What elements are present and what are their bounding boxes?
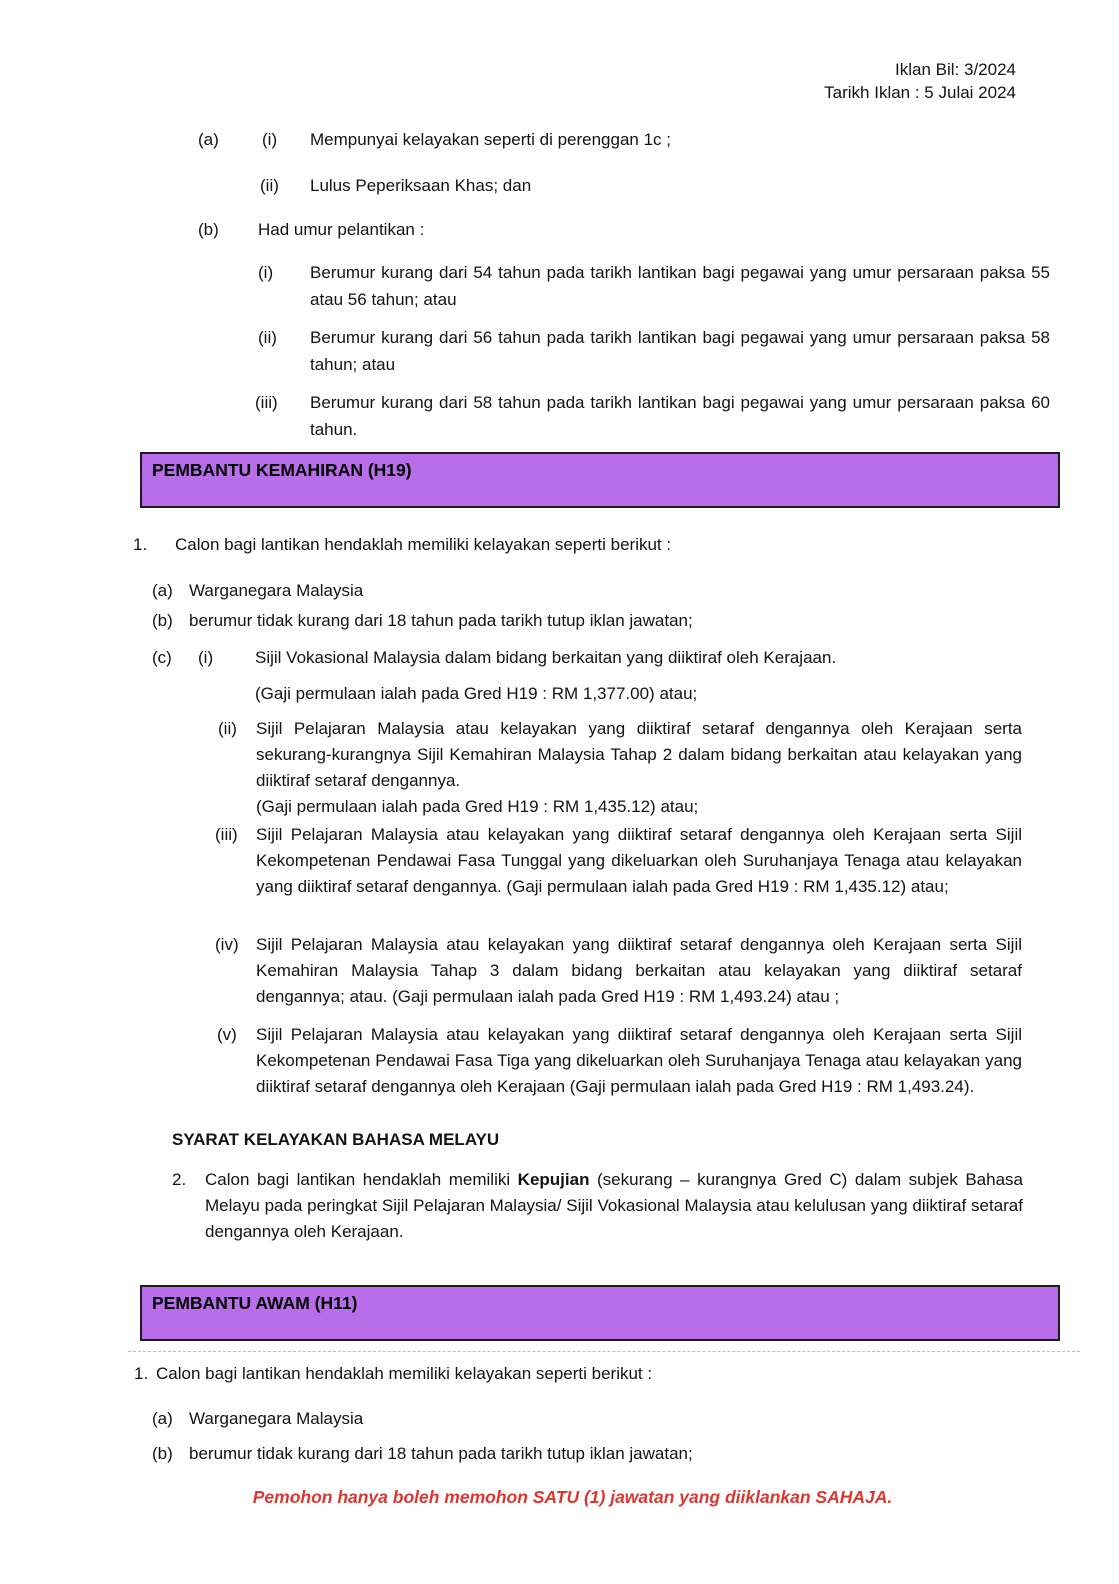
qualification-text: Sijil Pelajaran Malaysia atau kelayakan yang diiktiraf setaraf dengannya oleh Kerajaan serta Sijil Kemahiran Malaysia Tahap 3 dalam bidang berkaitan atau kelayakan yang diiktiraf setaraf dengannya; atau. (Gaji permulaan ialah pada Gred H19 : RM 1,493.24) atau ; [256,935,1022,1006]
paragraph: Berumur kurang dari 56 tahun pada tarikh lantikan bagi pegawai yang umur persaraan paksa 58 tahun; atau [310,328,1050,374]
header-tarikh-iklan: Tarikh Iklan : 5 Julai 2024 [824,83,1016,102]
list-label-i: (i) [258,263,274,282]
list-label-iii: (iii) [255,393,278,412]
paragraph: Berumur kurang dari 54 tahun pada tarikh lantikan bagi pegawai yang umur persaraan paksa 55 atau 56 tahun; atau [310,263,1050,309]
qualification-text: Sijil Pelajaran Malaysia atau kelayakan yang diiktiraf setaraf dengannya oleh Kerajaan serta sekurang-kurangnya Sijil Kemahiran Malaysia Tahap 2 dalam bidang berkaitan atau kelayakan yang diiktiraf setaraf dengannya. [256,719,1022,790]
list-label-b: (b) [152,611,173,630]
list-label-c: (c) [152,648,172,667]
divider-dashed-line [128,1351,1080,1352]
list-text: Warganegara Malaysia [189,581,364,600]
list-text: Lulus Peperiksaan Khas; dan [310,176,532,195]
list-label-ii: (ii) [218,719,237,738]
section-banner-h11 [140,1285,1060,1341]
list-label-a: (a) [152,1409,173,1428]
paragraph-text: (sekurang – kurangnya Gred C) dalam subjek Bahasa Melayu pada peringkat Sijil Pelajaran Malaysia/ Sijil Vokasional Malaysia atau kelulusan yang diiktiraf setaraf dengannya oleh Kerajaan. [205,1170,1023,1241]
qualification-paragraph [256,716,1022,820]
section-banner-h19 [140,452,1060,508]
list-label-i: (i) [262,130,278,149]
section-banner-h11-title: PEMBANTU AWAM (H11) [152,1293,358,1313]
list-label-b: (b) [198,220,219,239]
list-text: berumur tidak kurang dari 18 tahun pada tarikh tutup iklan jawatan; [189,1444,693,1463]
list-label-ii: (ii) [258,328,277,347]
list-label-ii: (ii) [260,176,279,195]
salary-note: (Gaji permulaan ialah pada Gred H19 : RM 1,435.12) atau; [256,797,699,816]
list-label-i: (i) [198,648,214,667]
list-label-a: (a) [198,130,219,149]
list-label-iv: (iv) [215,935,239,954]
list-label-a: (a) [152,581,173,600]
paragraph-text: Calon bagi lantikan hendaklah memiliki [205,1170,518,1189]
document-header [824,58,1016,104]
salary-note: (Gaji permulaan ialah pada Gred H19 : RM 1,377.00) atau; [255,684,698,703]
list-label-v: (v) [217,1025,237,1044]
section-banner-h19-title: PEMBANTU KEMAHIRAN (H19) [152,460,412,480]
bahasa-melayu-paragraph [205,1167,1023,1245]
qualification-text: Sijil Pelajaran Malaysia atau kelayakan yang diiktiraf setaraf dengannya oleh Kerajaan serta Sijil Kekompetenan Pendawai Fasa Tunggal yang dikeluarkan oleh Suruhanjaya Tenaga atau kelayakan yang diiktiraf setaraf dengannya. (Gaji permulaan ialah pada Gred H19 : RM 1,435.12) atau; [256,825,1022,896]
list-number: 2. [172,1170,187,1189]
list-label-b: (b) [152,1444,173,1463]
footer-notice: Pemohon hanya boleh memohon SATU (1) jawatan yang diiklankan SAHAJA. [252,1487,893,1507]
list-text: berumur tidak kurang dari 18 tahun pada tarikh tutup iklan jawatan; [189,611,693,630]
list-text: Calon bagi lantikan hendaklah memiliki kelayakan seperti berikut : [175,535,672,554]
qualification-text: Sijil Pelajaran Malaysia atau kelayakan yang diiktiraf setaraf dengannya oleh Kerajaan serta Sijil Kekompetenan Pendawai Fasa Tiga yang dikeluarkan oleh Suruhanjaya Tenaga atau kelayakan yang diiktiraf setaraf dengannya oleh Kerajaan (Gaji permulaan ialah pada Gred H19 : RM 1,493.24). [256,1025,1022,1096]
list-text: Warganegara Malaysia [189,1409,364,1428]
header-iklan-bil: Iklan Bil: 3/2024 [895,60,1016,79]
paragraph: Berumur kurang dari 58 tahun pada tarikh lantikan bagi pegawai yang umur persaraan paksa 60 tahun. [310,393,1050,439]
syarat-heading: SYARAT KELAYAKAN BAHASA MELAYU [172,1130,500,1149]
list-text: Had umur pelantikan : [258,220,425,239]
list-text: Mempunyai kelayakan seperti di perenggan 1c ; [310,130,671,149]
qualification-text: Sijil Vokasional Malaysia dalam bidang berkaitan yang diiktiraf oleh Kerajaan. [255,648,837,667]
list-label-iii: (iii) [215,825,238,844]
list-number: 1. [133,535,148,554]
qualification-paragraph [255,645,1022,707]
kepujian-bold-text: Kepujian [517,1170,590,1189]
list-number: 1. [134,1364,149,1383]
list-text: Calon bagi lantikan hendaklah memiliki kelayakan seperti berikut : [156,1364,653,1383]
